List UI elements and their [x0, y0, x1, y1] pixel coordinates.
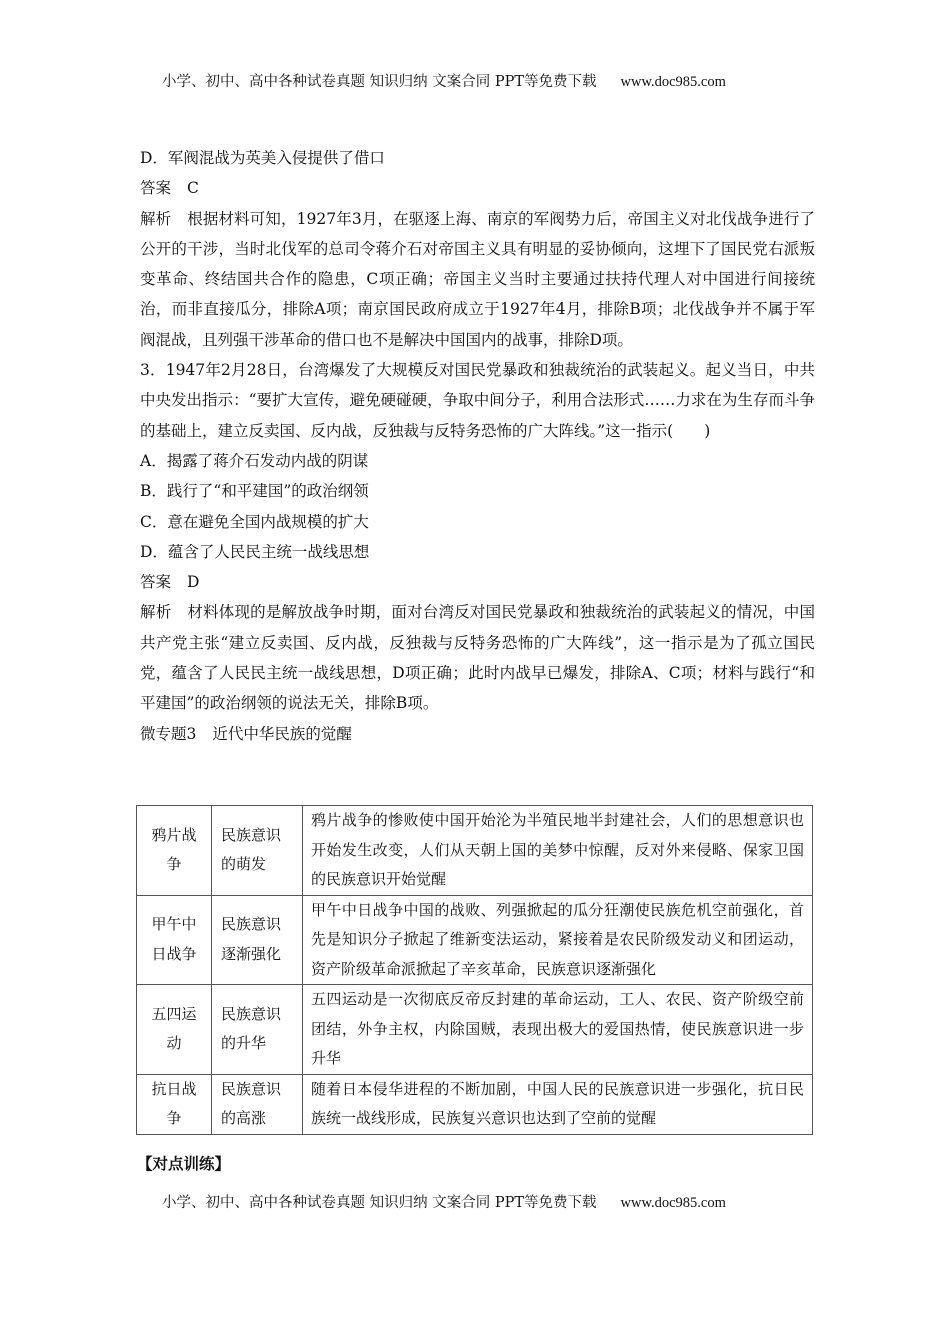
- q3-answer: [140, 567, 815, 597]
- page-footer: [162, 1191, 802, 1212]
- analysis-label: 解析: [140, 209, 172, 228]
- q3-option-a: A．揭露了蒋介石发动内战的阴谋: [140, 451, 369, 470]
- footer-site-link[interactable]: www.doc985.com: [620, 1195, 726, 1211]
- topic-title: 近代中华民族的觉醒: [212, 724, 352, 743]
- footer-text: 小学、初中、高中各种试卷真题 知识归纳 文案合同 PPT等免费下载: [162, 1195, 597, 1211]
- stage-cell: 民族意识的萌发: [212, 806, 303, 896]
- table-row: [137, 895, 813, 985]
- stage-cell: 民族意识的高涨: [212, 1074, 303, 1134]
- q3-option-d: D．蕴含了人民民主统一战线思想: [140, 542, 370, 561]
- description-cell: 五四运动是一次彻底反帝反封建的革命运动，工人、农民、资产阶级空前团结，外争主权，内除国贼，表现出极大的爱国热情，使民族意识进一步升华: [303, 985, 813, 1075]
- description-cell: 随着日本侵华进程的不断加剧，中国人民的民族意识进一步强化，抗日民族统一战线形成，民族复兴意识也达到了空前的觉醒: [303, 1074, 813, 1134]
- document-body: [140, 143, 815, 749]
- event-cell: 抗日战争: [137, 1074, 212, 1134]
- event-cell: 甲午中日战争: [137, 895, 212, 985]
- prev-option-d: D．军阀混战为英美入侵提供了借口: [140, 149, 385, 167]
- answer-value: D: [187, 573, 200, 592]
- stage-cell: 民族意识的升华: [212, 985, 303, 1075]
- q3-analysis: [140, 597, 815, 718]
- page-header: [162, 70, 802, 91]
- topic-number: 微专题3: [140, 724, 197, 743]
- answer-value: C: [187, 179, 199, 198]
- question-3-stem: 3．1947年2月28日，台湾爆发了大规模反对国民党暴政和独裁统治的武装起义。起义当日，中共中央发出指示：“要扩大宣传，避免硬碰硬，争取中间分子，利用合法形式……力求在为生存而斗争的基础上，建立反卖国、反内战，反独裁与反特务恐怖的广大阵线。”这一指示( ): [140, 361, 815, 440]
- table-row: [137, 985, 813, 1075]
- event-cell: 鸦片战争: [137, 806, 212, 896]
- analysis-text: 材料体现的是解放战争时期，面对台湾反对国民党暴政和独裁统治的武装起义的情况，中国共产党主张“建立反卖国、反内战，反独裁与反特务恐怖的广大阵线”，这一指示是为了孤立国民党，蕴含了人民民主统一战线思想，D项正确；此时内战早已爆发，排除A、C项；材料与践行“和平建国”的政治纲领的说法无关，排除B项。: [140, 603, 815, 713]
- q3-option-c: C．意在避免全国内战规模的扩大: [140, 512, 369, 531]
- prev-answer: [140, 173, 815, 203]
- awakening-table: [136, 805, 813, 1135]
- answer-label: 答案: [140, 573, 172, 592]
- answer-label: 答案: [140, 179, 172, 198]
- description-cell: 甲午中日战争中国的战败、列强掀起的瓜分狂潮使民族危机空前强化，首先是知识分子掀起了维新变法运动，紧接着是农民阶级发动义和团运动，资产阶级革命派掀起了辛亥革命，民族意识逐渐强化: [303, 895, 813, 985]
- prev-analysis: [140, 204, 815, 355]
- event-cell: 五四运动: [137, 985, 212, 1075]
- header-site-link[interactable]: www.doc985.com: [620, 74, 726, 90]
- stage-cell: 民族意识逐渐强化: [212, 895, 303, 985]
- header-text: 小学、初中、高中各种试卷真题 知识归纳 文案合同 PPT等免费下载: [162, 74, 597, 90]
- topic-heading: [140, 719, 815, 749]
- analysis-text: 根据材料可知，1927年3月，在驱逐上海、南京的军阀势力后，帝国主义对北伐战争进行了公开的干涉，当时北伐军的总司令蒋介石对帝国主义具有明显的妥协倾向，这埋下了国民党右派叛变革命、终结国共合作的隐患，C项正确；帝国主义当时主要通过扶持代理人对中国进行间接统治，而非直接瓜分，排除A项；南京国民政府成立于1927年4月，排除B项；北伐战争并不属于军阀混战，且列强干涉革命的借口也不是解决中国国内的战事，排除D项。: [140, 209, 815, 349]
- table-row: [137, 1074, 813, 1134]
- description-cell: 鸦片战争的惨败使中国开始沦为半殖民地半封建社会，人们的思想意识也开始发生改变，人们从天朝上国的美梦中惊醒，反对外来侵略、保家卫国的民族意识开始觉醒: [303, 806, 813, 896]
- table-row: [137, 806, 813, 896]
- analysis-label: 解析: [140, 603, 172, 622]
- training-heading: 【对点训练】: [137, 1154, 231, 1173]
- q3-option-b: B．践行了“和平建国”的政治纲领: [140, 482, 369, 501]
